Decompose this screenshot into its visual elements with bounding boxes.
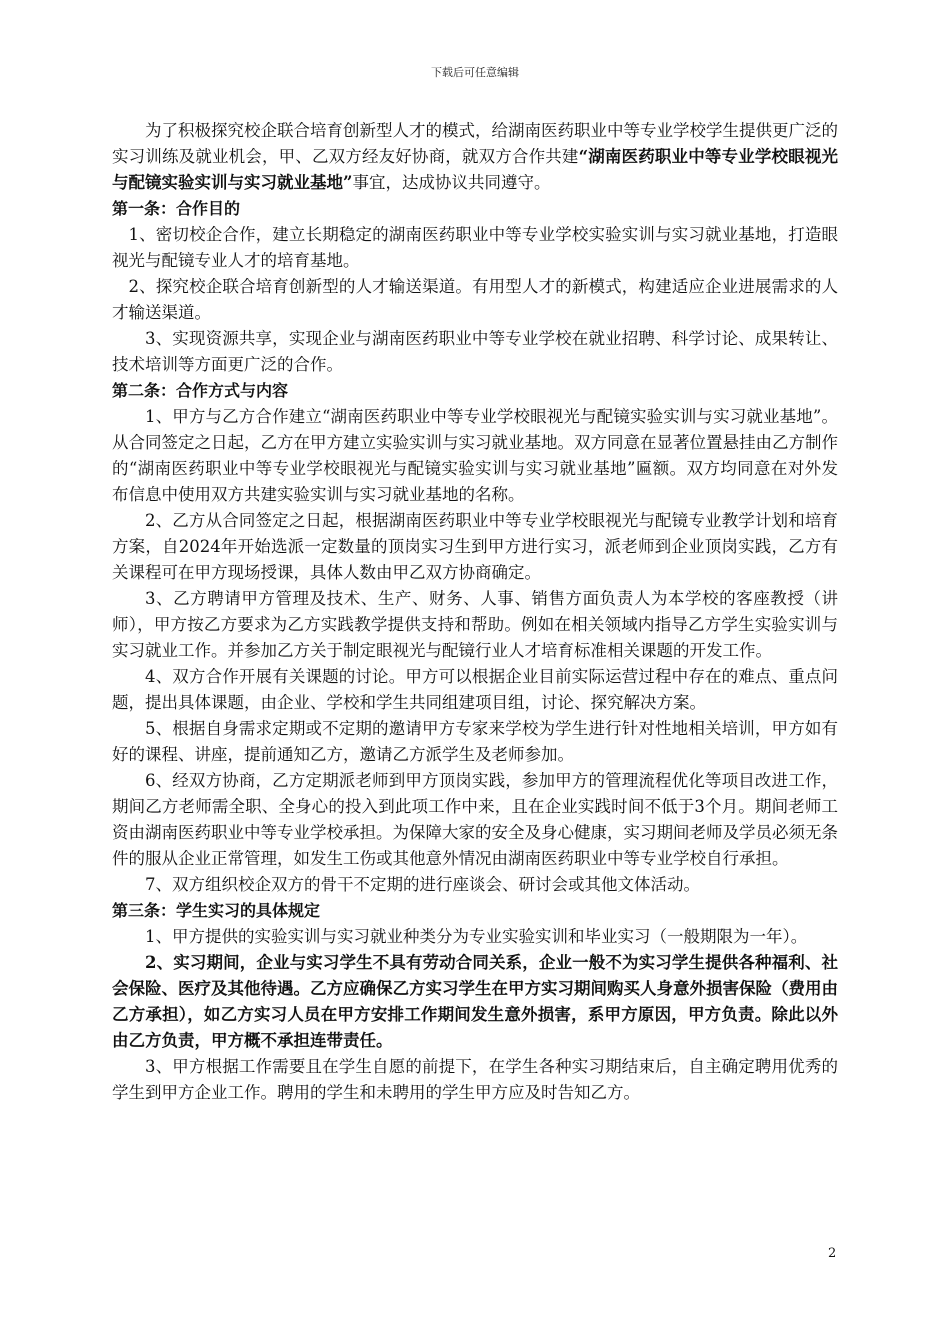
page-header: 下载后可任意编辑: [431, 66, 519, 79]
section-2-item-6: 6、经双方协商，乙方定期派老师到甲方顶岗实践，参加甲方的管理流程优化等项目改进工作，期间乙方老师需全职、全身心的投入到此项工作中来，且在企业实践时间不低于3个月。期间老师工资由湖南医药职业中等专业学校承担。为保障大家的安全及身心健康，实习期间老师及学员必须无条件的服从企业正常管理，如发生工伤或其他意外情况由湖南医药职业中等专业学校自行承担。: [112, 771, 838, 868]
section-2-item-5: 5、根据自身需求定期或不定期的邀请甲方专家来学校为学生进行针对性地相关培训，甲方如有好的课程、讲座，提前通知乙方，邀请乙方派学生及老师参加。: [112, 719, 838, 764]
section-2-item-7: 7、双方组织校企双方的骨干不定期的进行座谈会、研讨会或其他文体活动。: [145, 875, 700, 894]
section-1-item-3: 3、实现资源共享，实现企业与湖南医药职业中等专业学校在就业招聘、科学讨论、成果转让、技术培训等方面更广泛的合作。: [112, 329, 838, 374]
intro-text-after: 事宜，达成协议共同遵守。: [352, 173, 551, 192]
section-2-title: 第二条：合作方式与内容: [112, 381, 289, 400]
section-2-item-3: 3、乙方聘请甲方管理及技术、生产、财务、人事、销售方面负责人为本学校的客座教授（讲师），甲方按乙方要求为乙方实践教学提供支持和帮助。例如在相关领域内指导乙方学生实验实训与实习就业工作。并参加乙方关于制定眼视光与配镜行业人才培育标准相关课题的开发工作。: [112, 589, 838, 660]
section-2-item-1: 1、甲方与乙方合作建立“湖南医药职业中等专业学校眼视光与配镜实验实训与实习就业基地”。从合同签定之日起，乙方在甲方建立实验实训与实习就业基地。双方同意在显著位置悬挂由乙方制作的“湖南医药职业中等专业学校眼视光与配镜实验实训与实习就业基地”匾额。双方均同意在对外发布信息中使用双方共建实验实训与实习就业基地的名称。: [112, 407, 838, 504]
section-3-title: 第三条：学生实习的具体规定: [112, 901, 321, 920]
section-2-item-2: 2、乙方从合同签定之日起，根据湖南医药职业中等专业学校眼视光与配镜专业教学计划和培育方案，自2024年开始选派一定数量的顶岗实习生到甲方进行实习，派老师到企业顶岗实践，乙方有关课程可在甲方现场授课，具体人数由甲乙双方协商确定。: [112, 511, 838, 582]
intro-paragraph: [112, 118, 838, 196]
section-1-title: 第一条：合作目的: [112, 199, 241, 218]
section-2-item-4: 4、双方合作开展有关课题的讨论。甲方可以根据企业目前实际运营过程中存在的难点、重点问题，提出具体课题，由企业、学校和学生共同组建项目组，讨论、探究解决方案。: [112, 667, 838, 712]
section-3-item-1: 1、甲方提供的实验实训与实习就业种类分为专业实验实训和毕业实习（一般期限为一年）。: [145, 927, 808, 946]
section-3-item-2: 2、实习期间，企业与实习学生不具有劳动合同关系，企业一般不为实习学生提供各种福利、社会保险、医疗及其他待遇。乙方应确保乙方实习学生在甲方实习期间购买人身意外损害保险（费用由乙方承担），如乙方实习人员在甲方安排工作期间发生意外损害，系甲方原因，甲方负责。除此以外由乙方负责，甲方概不承担连带责任。: [112, 953, 838, 1050]
section-3-item-3: 3、甲方根据工作需要且在学生自愿的前提下，在学生各种实习期结束后，自主确定聘用优秀的学生到甲方企业工作。聘用的学生和未聘用的学生甲方应及时告知乙方。: [112, 1057, 838, 1102]
intro-text-before: 为了积极探究校企联合培育创新型人才的模式，给湖南医药职业中等专业学校学生提供更广泛的实习训练及就业机会，甲、乙双方经友好协商，就双方合作共建: [112, 121, 838, 166]
intro-base-name: “湖南医药职业中等专业学校眼视光与配镜实验实训与实习就业基地”: [112, 147, 838, 192]
page-number: 2: [828, 1246, 837, 1261]
section-1-item-1: 1、密切校企合作，建立长期稳定的湖南医药职业中等专业学校实验实训与实习就业基地，打造眼视光与配镜专业人才的培育基地。: [112, 225, 838, 270]
document-body: [112, 118, 838, 1106]
section-1-item-2: 2、探究校企联合培育创新型的人才输送渠道。有用型人才的新模式，构建适应企业进展需求的人才输送渠道。: [112, 277, 838, 322]
